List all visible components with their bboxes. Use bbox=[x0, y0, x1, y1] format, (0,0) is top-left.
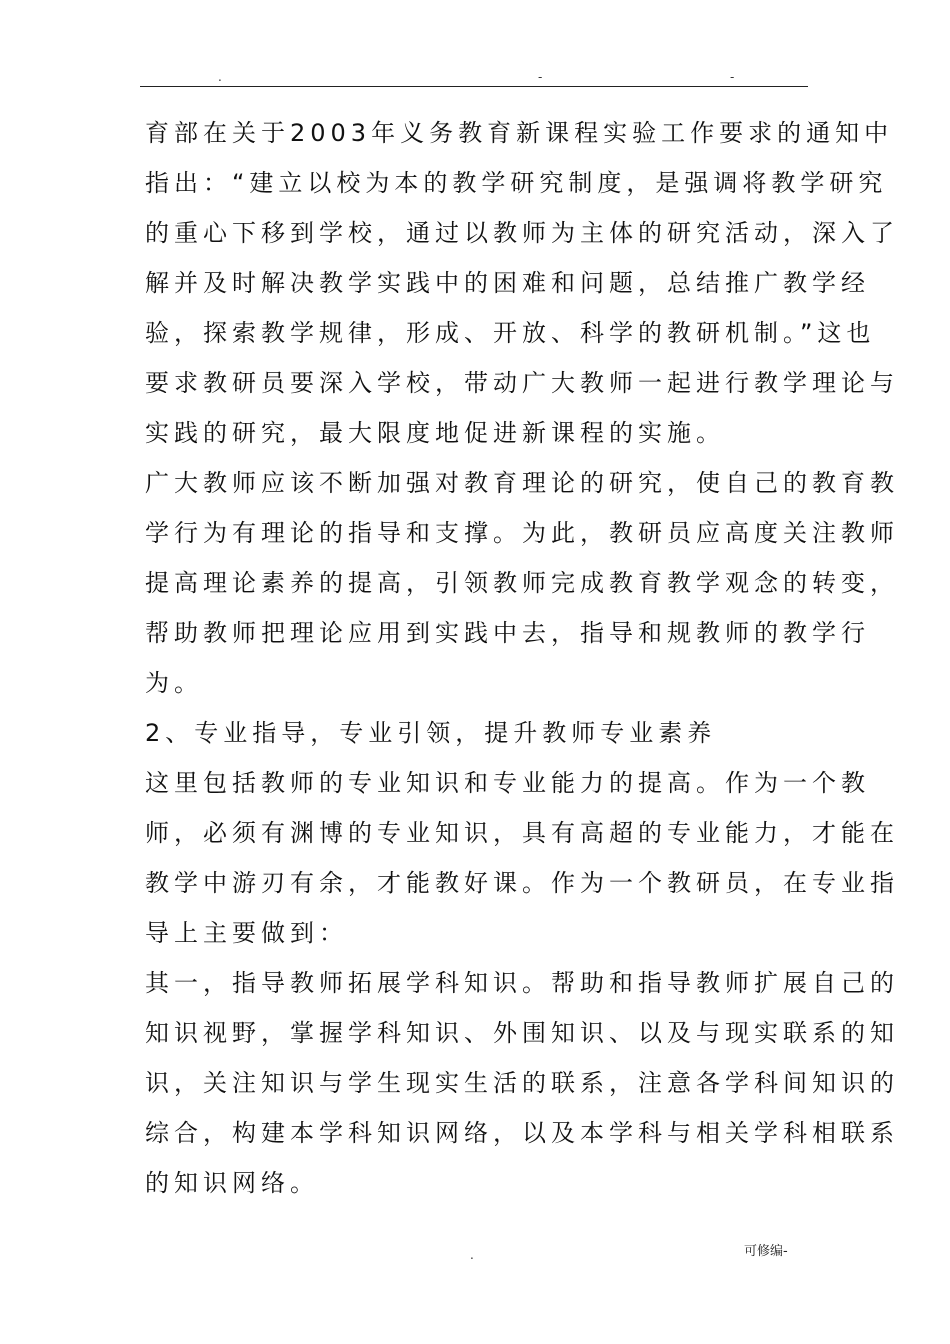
header-rule bbox=[140, 86, 808, 87]
body-line: 验，探索教学规律，形成、开放、科学的教研机制。”这也 bbox=[145, 319, 876, 347]
footer-label: 可修编- bbox=[744, 1244, 788, 1259]
body-line: 解并及时解决教学实践中的困难和问题，总结推广教学经 bbox=[145, 269, 870, 297]
body-line: 导上主要做到： bbox=[145, 919, 348, 947]
body-line: 广大教师应该不断加强对教育理论的研究，使自己的教育教 bbox=[145, 469, 899, 497]
header-mark-left: . bbox=[218, 70, 222, 84]
body-line: 的重心下移到学校，通过以教师为主体的研究活动，深入了 bbox=[145, 219, 899, 247]
header-mark-right: - bbox=[730, 70, 735, 84]
body-line: 的知识网络。 bbox=[145, 1169, 319, 1197]
body-line: 识，关注知识与学生现实生活的联系，注意各学科间知识的 bbox=[145, 1069, 899, 1097]
body-line: 为。 bbox=[145, 669, 203, 697]
body-line: 学行为有理论的指导和支撑。为此，教研员应高度关注教师 bbox=[145, 519, 899, 547]
body-line: 指出：“建立以校为本的教学研究制度，是强调将教学研究 bbox=[145, 169, 888, 197]
section-heading: 2、专业指导，专业引领，提升教师专业素养 bbox=[145, 719, 717, 747]
footer-dot: . bbox=[470, 1248, 474, 1262]
body-line: 要求教研员要深入学校，带动广大教师一起进行教学理论与 bbox=[145, 369, 899, 397]
body-line: 帮助教师把理论应用到实践中去，指导和规教师的教学行 bbox=[145, 619, 870, 647]
body-line: 综合，构建本学科知识网络，以及本学科与相关学科相联系 bbox=[145, 1119, 899, 1147]
document-body bbox=[145, 108, 899, 1208]
header-mark-mid: - bbox=[538, 70, 543, 84]
body-line: 知识视野，掌握学科知识、外围知识、以及与现实联系的知 bbox=[145, 1019, 899, 1047]
body-line: 育部在关于2003年义务教育新课程实验工作要求的通知中 bbox=[145, 119, 894, 147]
body-line: 师，必须有渊博的专业知识，具有高超的专业能力，才能在 bbox=[145, 819, 899, 847]
body-line: 实践的研究，最大限度地促进新课程的实施。 bbox=[145, 419, 725, 447]
body-line: 提高理论素养的提高，引领教师完成教育教学观念的转变， bbox=[145, 569, 899, 597]
body-line: 其一，指导教师拓展学科知识。帮助和指导教师扩展自己的 bbox=[145, 969, 899, 997]
body-line: 教学中游刃有余，才能教好课。作为一个教研员，在专业指 bbox=[145, 869, 899, 897]
body-line: 这里包括教师的专业知识和专业能力的提高。作为一个教 bbox=[145, 769, 870, 797]
